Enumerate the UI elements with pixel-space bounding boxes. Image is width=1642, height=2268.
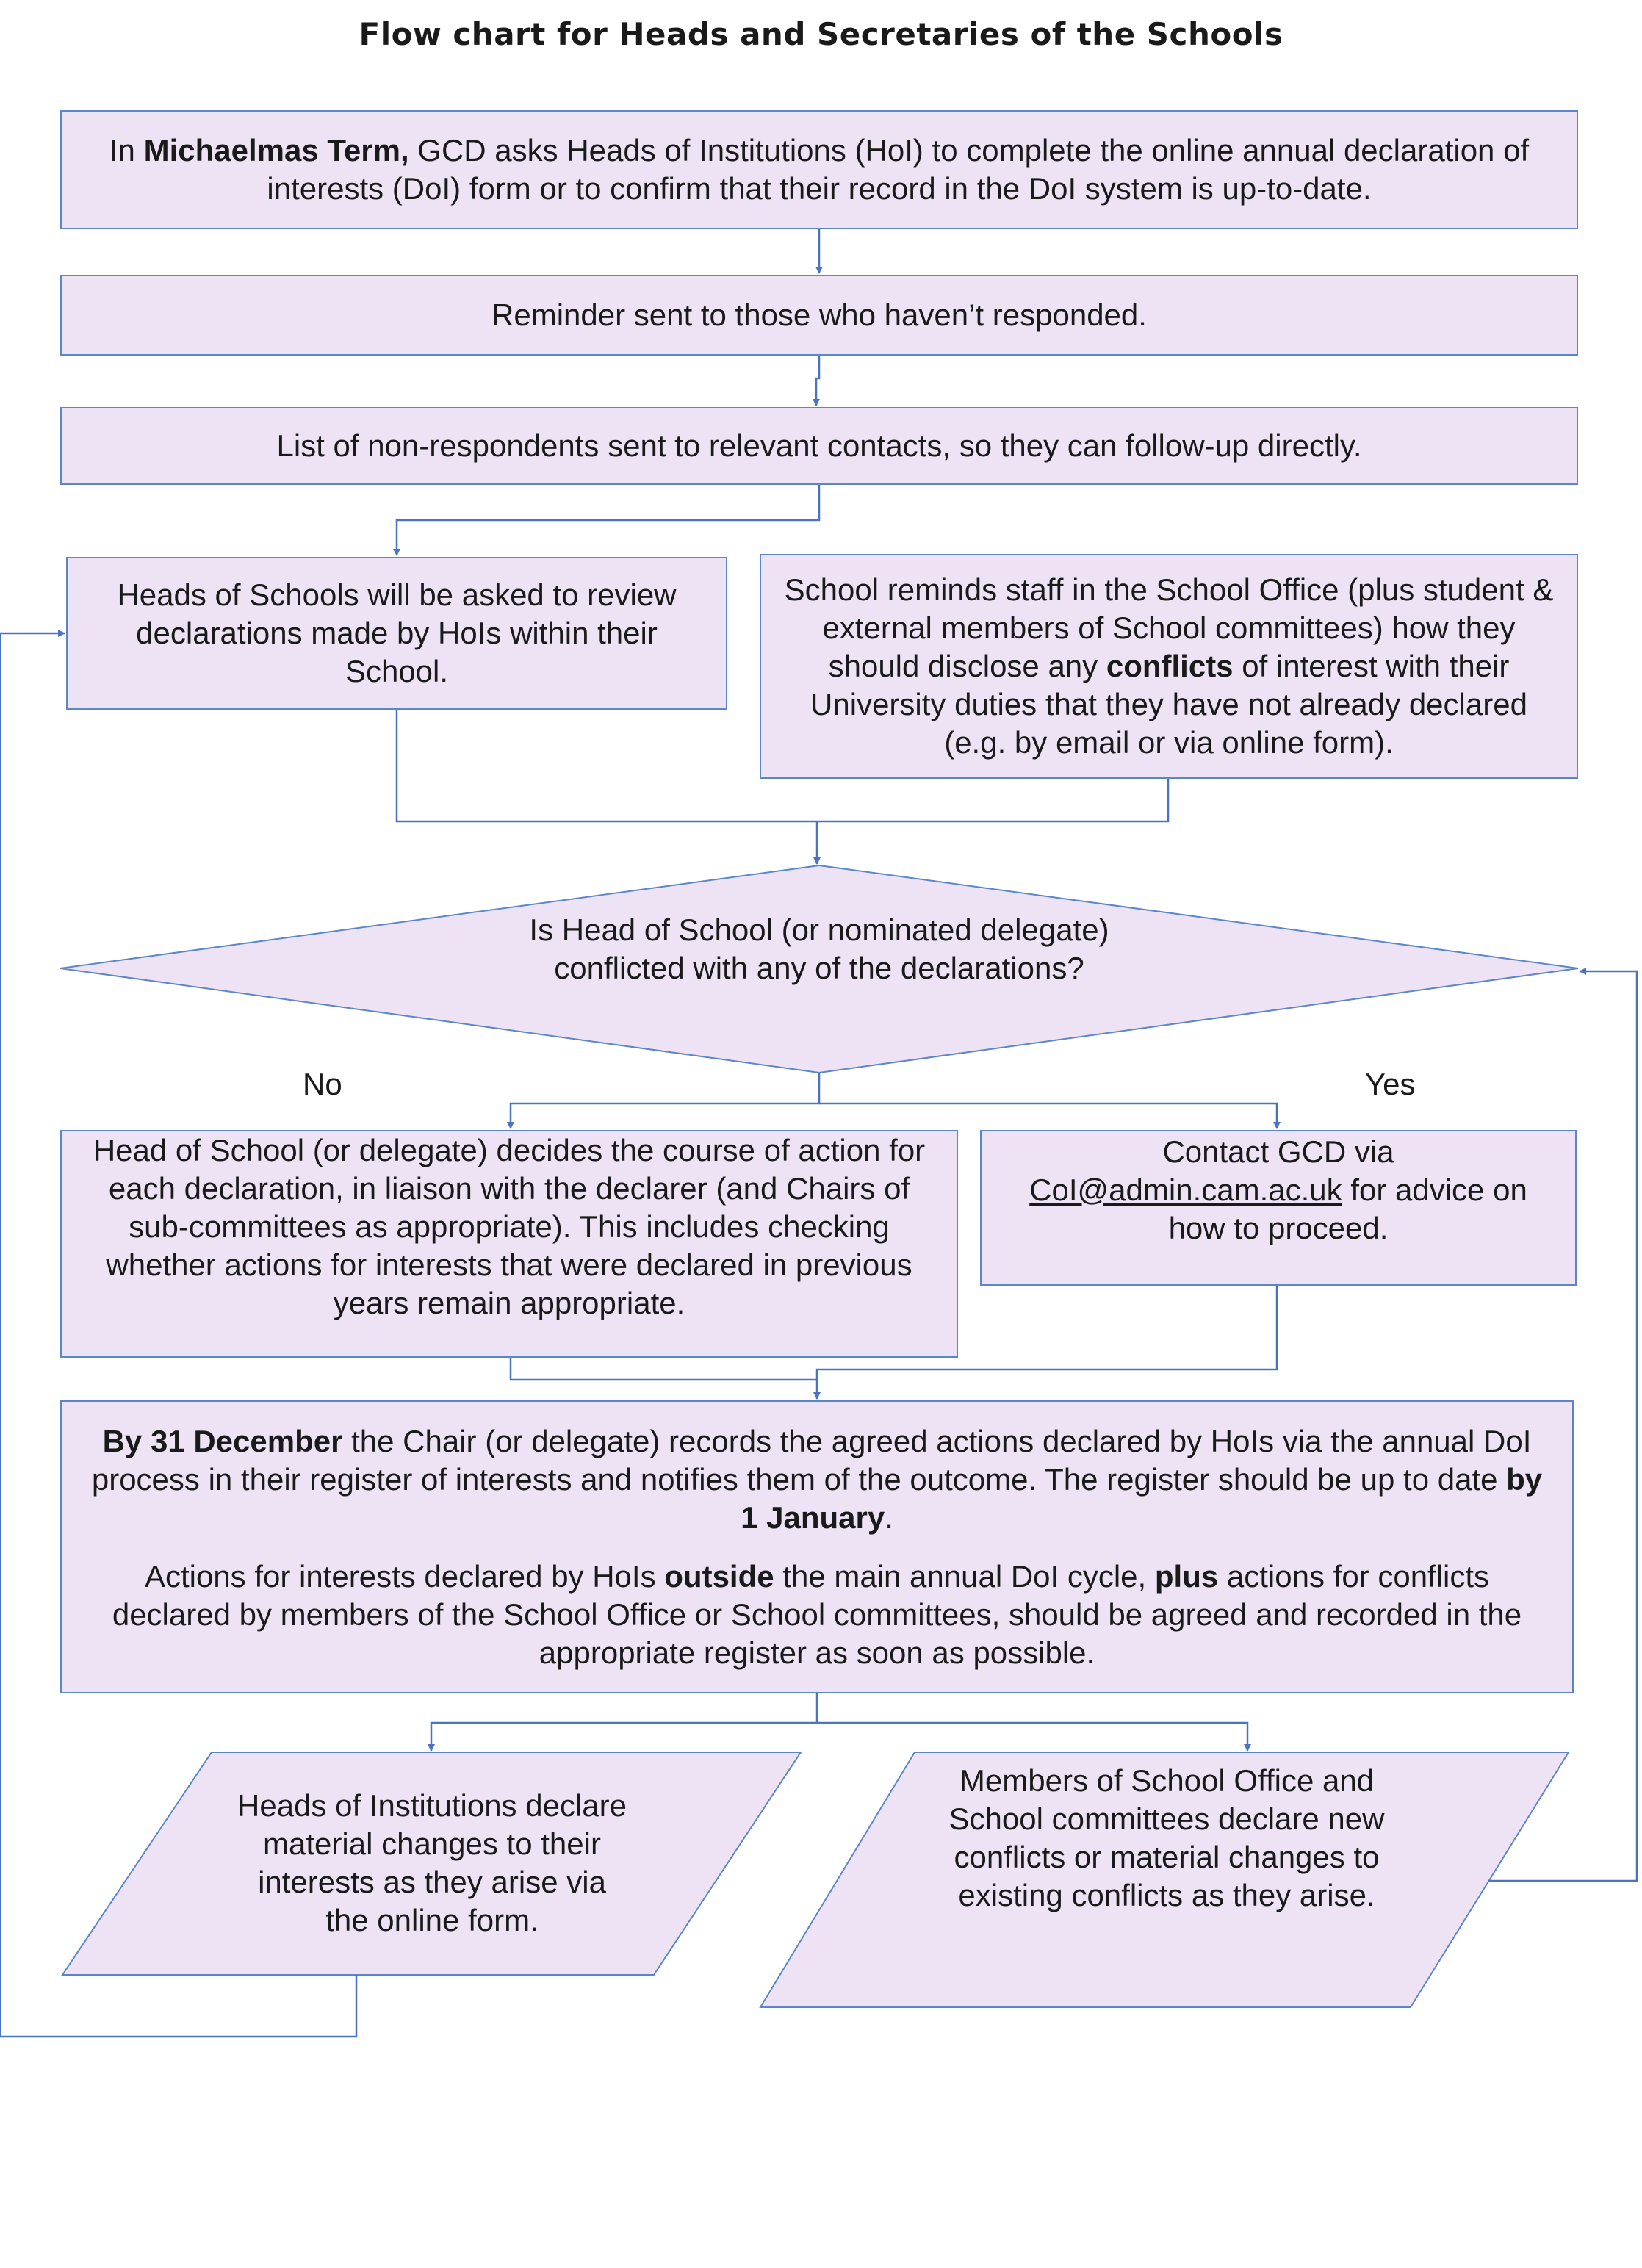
coi-email-link[interactable]: CoI@admin.cam.ac.uk xyxy=(1029,1173,1342,1207)
label-no: No xyxy=(303,1067,342,1101)
plus-text: plus xyxy=(1154,1558,1219,1594)
connector-decision-yes xyxy=(819,1104,1277,1128)
record-paragraph-2 xyxy=(84,1558,1550,1672)
box-non-respondents xyxy=(60,407,1578,485)
contact-pre-text: Contact GCD via xyxy=(1162,1134,1394,1169)
box-heads-review xyxy=(66,557,727,710)
heads-review-text: Heads of Schools will be asked to review declarations made by HoIs within their School. xyxy=(117,577,677,688)
box-record-actions xyxy=(60,1400,1574,1693)
box-reminder xyxy=(60,275,1578,356)
non-respondents-text: List of non-respondents sent to relevant contacts, so they can follow-up directly. xyxy=(276,428,1362,463)
by-31-december-text: By 31 December xyxy=(102,1423,343,1458)
para-right-text: Members of School Office and School committees declare new conflicts or material changes to existing conflicts as they arise. xyxy=(948,1763,1385,1912)
school-reminds-post-text: of interest with their University duties that they have not already declared (e.g. by email or via online form). xyxy=(810,649,1527,760)
record-p1-mid: the Chair (or delegate) records the agreed actions declared by HoIs via the annual DoI process in their register of interests and notifies them of the outcome. The register should be up to date xyxy=(91,1423,1532,1497)
connector-3-4 xyxy=(397,485,819,555)
para-left-text: Heads of Institutions declare material changes to their interests as they arise via the online form. xyxy=(237,1788,627,1937)
connector-record-right xyxy=(817,1723,1247,1751)
box-school-reminds xyxy=(760,554,1578,779)
outside-text: outside xyxy=(664,1558,774,1594)
conflicts-text: conflicts xyxy=(1106,649,1234,683)
contact-post-text: for advice on how to proceed. xyxy=(1168,1173,1527,1245)
connector-no-record xyxy=(511,1358,817,1399)
decision-text: Is Head of School (or nominated delegate) conflicted with any of the declarations? xyxy=(529,912,1109,985)
connector-decision-branches xyxy=(511,1073,819,1128)
box-yes-contact-gcd xyxy=(980,1130,1577,1286)
record-p1-end: . xyxy=(885,1500,893,1535)
box-no-decides-action xyxy=(60,1130,958,1358)
record-p2-mid: the main annual DoI cycle, xyxy=(774,1558,1155,1594)
decides-action-text: Head of School (or delegate) decides the course of action for each declaration, in liaison with the declarer (and Chairs of sub-committees as appropriate). This includes checking whether actions for interests that were declared in previous years remain appropriate. xyxy=(93,1133,926,1320)
connector-record-branches xyxy=(431,1693,817,1751)
label-yes: Yes xyxy=(1365,1067,1416,1101)
record-paragraph-1 xyxy=(84,1422,1550,1537)
box-annual-declaration xyxy=(60,110,1578,229)
school-reminds-pre-text: School reminds staff in the School Office (plus student & external members of School committees) how they should disclose any xyxy=(784,572,1554,683)
box1-post-text: GCD asks Heads of Institutions (HoI) to complete the online annual declaration of interests (DoI) form or to confirm that their record in the DoI system is up-to-date. xyxy=(267,133,1530,206)
michaelmas-term-text: Michaelmas Term, xyxy=(143,133,409,168)
record-p2-end: actions for conflicts declared by members of the School Office or School committees, should be agreed and recorded in the appropriate register as soon as possible. xyxy=(112,1558,1522,1670)
connector-2-3 xyxy=(816,356,819,406)
box1-pre-text: In xyxy=(109,133,144,168)
by-1-january-text: by 1 January xyxy=(741,1461,1543,1535)
record-p2-pre: Actions for interests declared by HoIs xyxy=(144,1558,665,1594)
page-title: Flow chart for Heads and Secretaries of the Schools xyxy=(359,16,1283,52)
reminder-text: Reminder sent to those who haven’t responded. xyxy=(491,298,1147,332)
